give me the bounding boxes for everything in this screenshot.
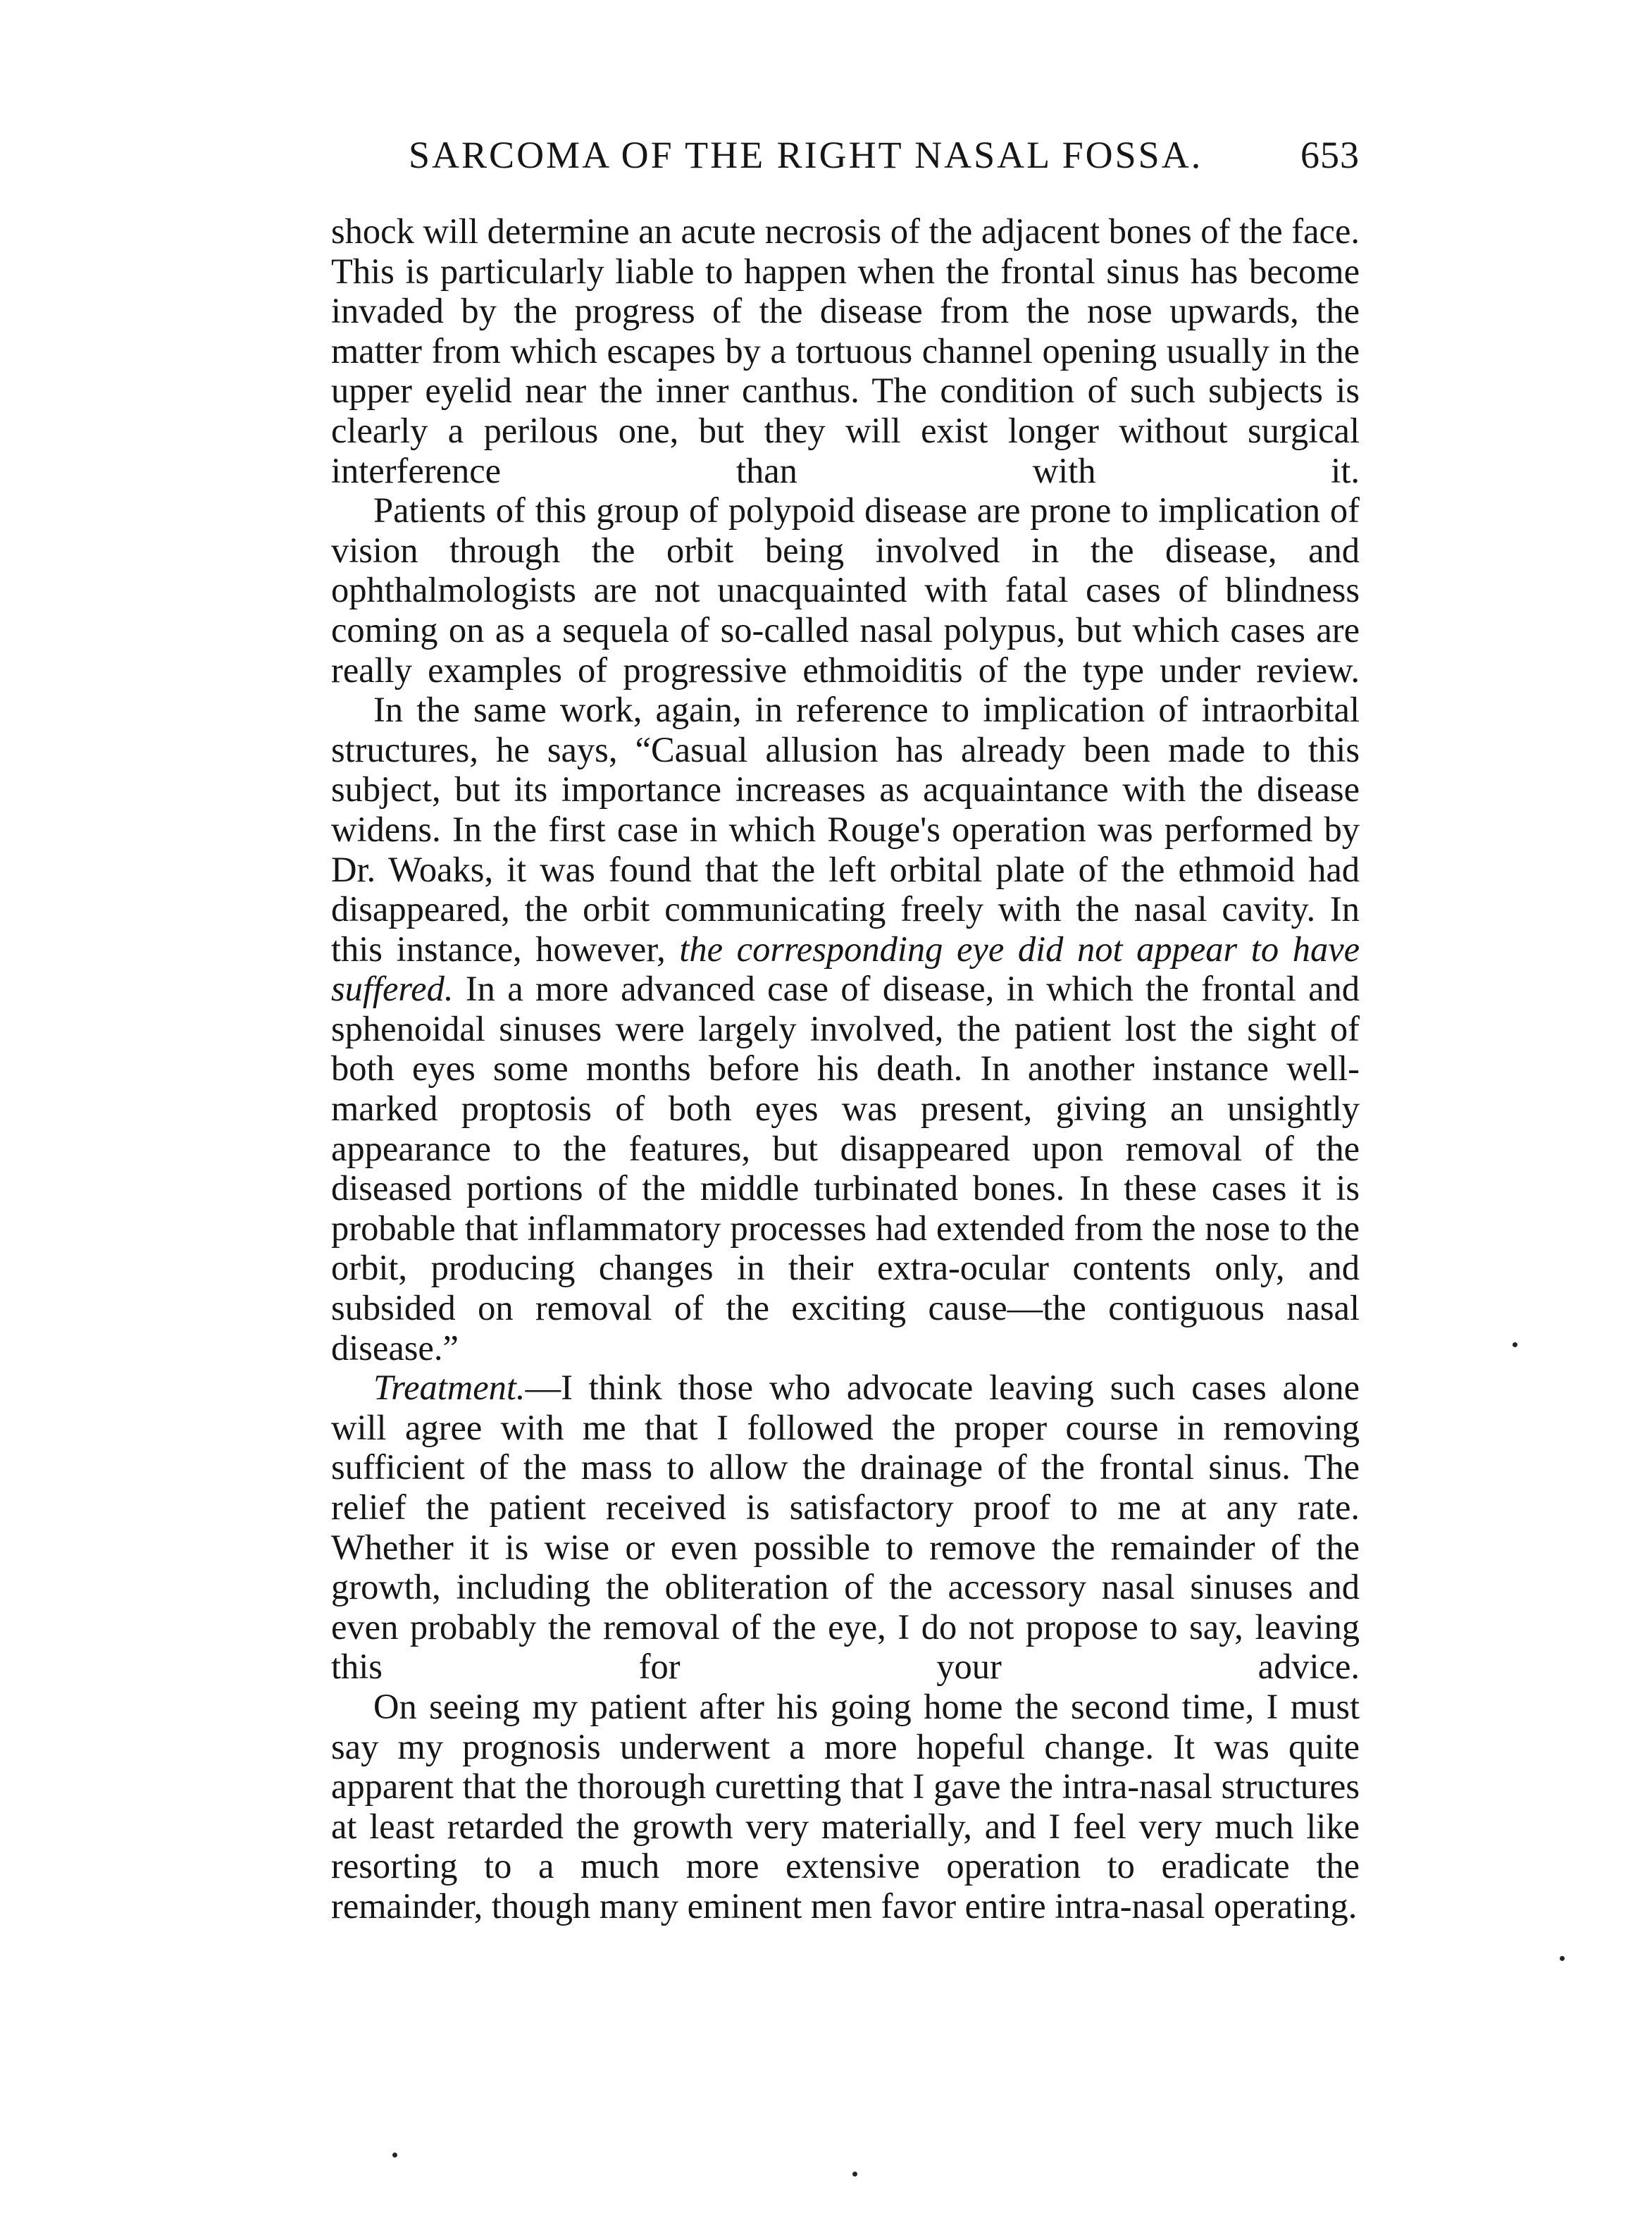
quoted-work-italic-text: the corresponding eye did not appear to have suffered. xyxy=(331,929,1360,1009)
treatment-text: —I think those who advocate leaving such cases alone will agree with me that I followed the proper course in removing sufficient of the mass to allow the drainage of the frontal sinus. The relief the patient received is satisfactory proof to me at any rate. Whether it is wise or even possible to remove the remainder of the growth, including the obliteration of the accessory nasal sinuses and even probably the removal of the eye, I do not propose to say, leaving this for your advice. xyxy=(331,1368,1360,1687)
scan-speck xyxy=(392,2153,397,2157)
paragraph-treatment xyxy=(331,1368,1360,1687)
scan-speck xyxy=(1513,1342,1517,1347)
quoted-work-text-before: In the same work, again, in reference to implication of intraorbital structures, he says, “Casual allusion has already been made to this subject, but its importance increases as acquaintance with the disease widens. In the first case in which Rouge's operation was performed by Dr. Woaks, it was found that the left orbital plate of the ethmoid had disappeared, the orbit communicating freely with the nasal cavity. In this instance, however, xyxy=(331,690,1360,969)
treatment-heading: Treatment. xyxy=(373,1368,526,1408)
body-text xyxy=(331,211,1360,1926)
paragraph-quoted-work xyxy=(331,690,1360,1368)
scan-speck xyxy=(852,2172,857,2177)
running-head xyxy=(331,123,1360,187)
page-number: 653 xyxy=(1300,134,1360,176)
paragraph-prognosis: On seeing my patient after his going home the second time, I must say my prognosis underwent a more hopeful change. It was quite apparent that the thorough curetting that I gave the intra-nasal structures at least retarded the growth very materially, and I feel very much like resorting to a much more extensive operation to eradicate the remainder, though many eminent men favor entire intra-nasal operating. xyxy=(331,1686,1360,1926)
paragraph-continuation: shock will determine an acute necrosis of the adjacent bones of the face. This is particularly liable to happen when the frontal sinus has become invaded by the progress of the disease from the nose upwards, the matter from which escapes by a tortuous channel opening usually in the upper eyelid near the inner canthus. The condition of such subjects is clearly a perilous one, but they will exist longer without surgical interference than with it. xyxy=(331,211,1360,490)
running-title: SARCOMA OF THE RIGHT NASAL FOSSA. xyxy=(409,134,1203,176)
paragraph-vision-implication: Patients of this group of polypoid disease are prone to implication of vision through the orbit being involved in the disease, and ophthalmologists are not unacquainted with fatal cases of blindness coming on as a sequela of so-called nasal polypus, but which cases are really examples of progressive ethmoiditis of the type under review. xyxy=(331,490,1360,690)
scan-speck xyxy=(1560,1956,1565,1961)
quoted-work-text-after: In a more advanced case of disease, in which the frontal and sphenoidal sinuses were largely involved, the patient lost the sight of both eyes some months before his death. In another instance well-marked proptosis of both eyes was present, giving an unsightly appearance to the features, but disappeared upon removal of the diseased portions of the middle turbinated bones. In these cases it is probable that inflammatory processes had extended from the nose to the orbit, producing changes in their extra-ocular contents only, and subsided on removal of the exciting cause—the contiguous nasal disease.” xyxy=(331,969,1360,1368)
